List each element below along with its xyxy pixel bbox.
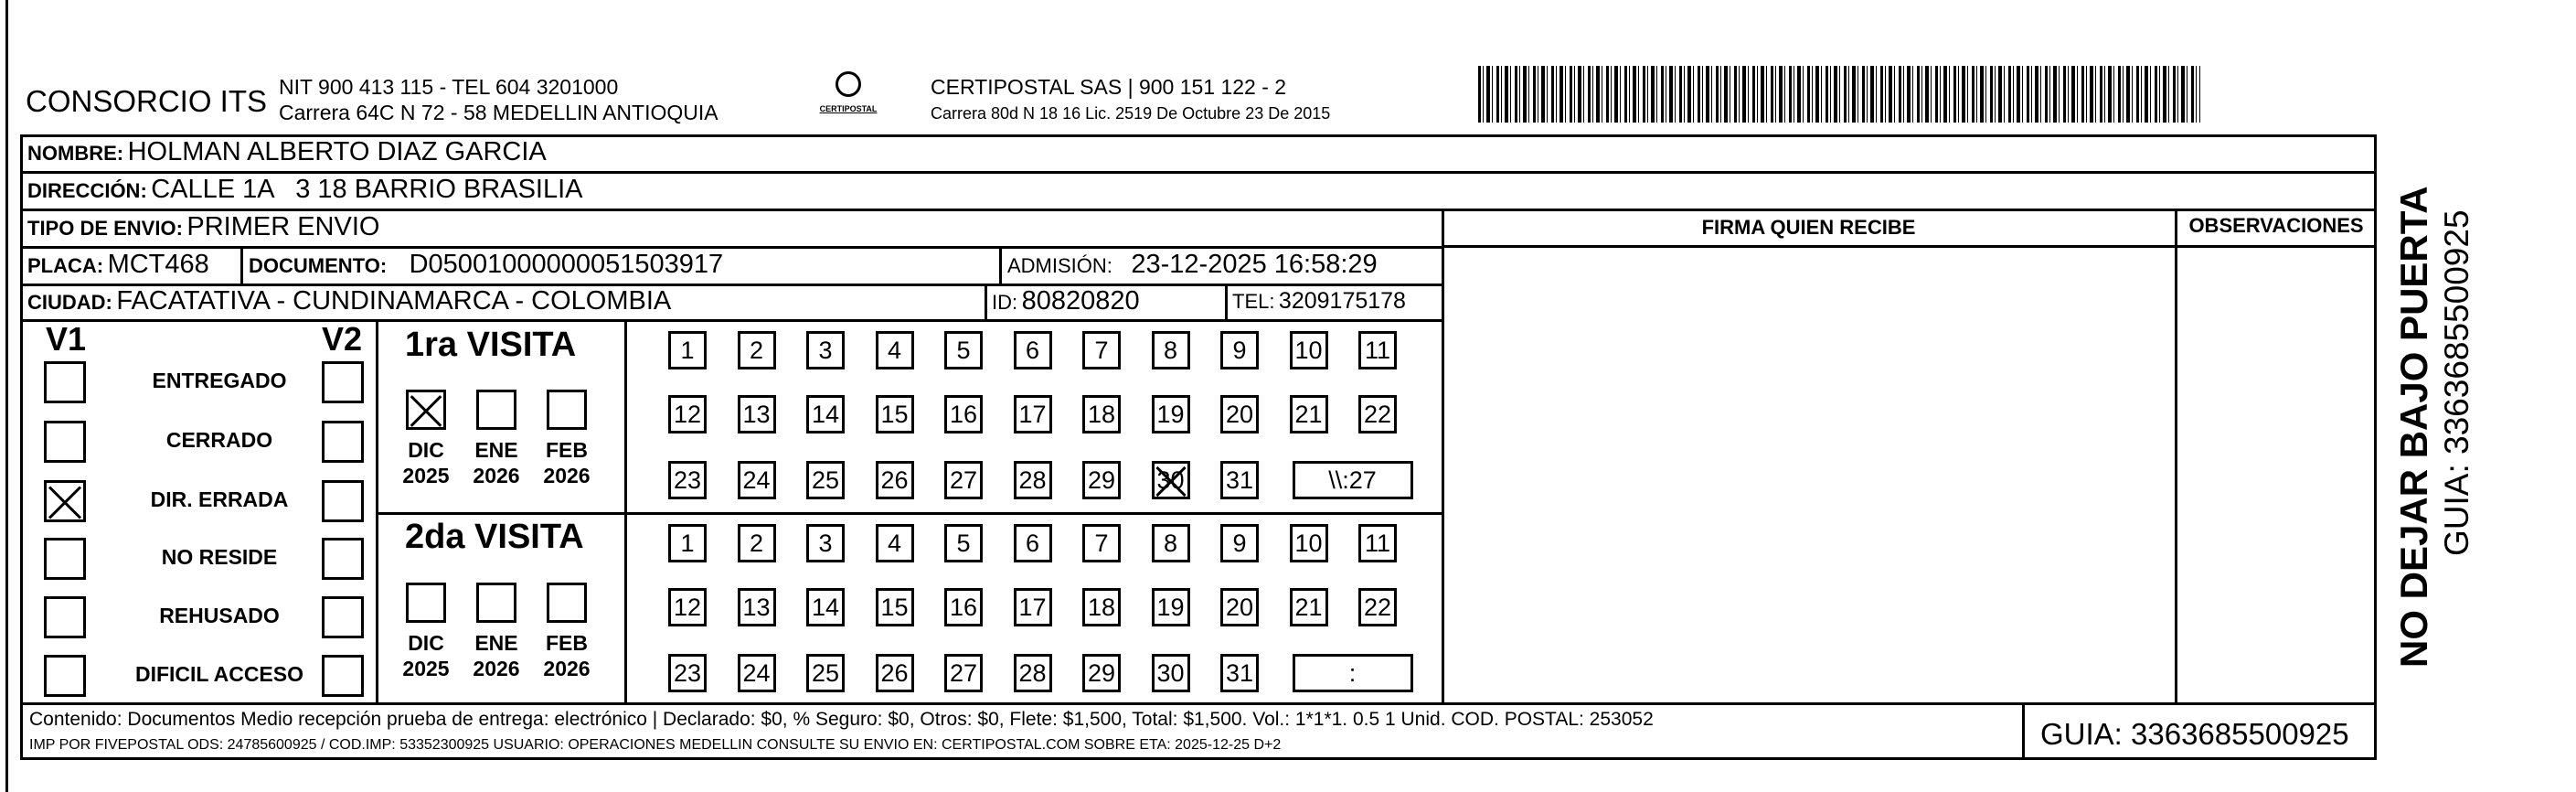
visit1-day-box[interactable]: 9: [1220, 331, 1259, 369]
visit2-day-box[interactable]: 17: [1014, 588, 1052, 626]
status-label: REHUSADO: [159, 604, 280, 627]
visit1-day-box[interactable]: 29: [1082, 461, 1121, 499]
visit1-day-box[interactable]: 14: [806, 395, 845, 433]
visit1-month-name: DIC: [408, 438, 444, 462]
ciudad-label: CIUDAD:: [27, 291, 112, 314]
visit2-day-box[interactable]: 20: [1220, 588, 1259, 626]
visit-divider: [624, 319, 627, 702]
visit1-title: 1ra VISITA: [405, 326, 577, 364]
visit2-title: 2da VISITA: [405, 518, 584, 556]
visit2-day-box[interactable]: 9: [1220, 524, 1259, 562]
certipostal-logo: [812, 71, 885, 123]
visit2-day-box[interactable]: 23: [668, 654, 707, 692]
tipo-label: TIPO DE ENVIO:: [27, 217, 183, 240]
placa-row: [27, 250, 209, 280]
placa-value: MCT468: [107, 250, 209, 279]
visit2-month-name: DIC: [408, 631, 444, 655]
direccion-label: DIRECCIÓN:: [27, 179, 147, 202]
status-label: ENTREGADO: [152, 369, 287, 392]
tel-row: [1232, 288, 1406, 315]
visit2-day-box[interactable]: 10: [1290, 524, 1328, 562]
tipo-value: PRIMER ENVIO: [186, 212, 380, 241]
visit2-month-year: 2025: [402, 657, 450, 680]
visit1-day-box[interactable]: 13: [738, 395, 776, 433]
row-line: [20, 246, 1442, 249]
visit1-day-box[interactable]: 23: [668, 461, 707, 499]
admision-value: 23-12-2025 16:58:29: [1131, 250, 1378, 279]
visit2-day-box[interactable]: 2: [738, 524, 776, 562]
visit2-day-box[interactable]: 21: [1290, 588, 1328, 626]
status-label: DIFICIL ACCESO: [134, 662, 303, 686]
documento-row: [249, 250, 723, 280]
nombre-row: [27, 137, 547, 167]
visit2-day-box[interactable]: 3: [806, 524, 845, 562]
visit1-day-box[interactable]: 6: [1014, 331, 1052, 369]
visit2-day-box[interactable]: 30: [1152, 654, 1190, 692]
visit2-day-box[interactable]: 5: [944, 524, 983, 562]
page-edge-line: [5, 0, 8, 792]
visit1-day-box[interactable]: 19: [1152, 395, 1190, 433]
visit1-day-box[interactable]: 3: [806, 331, 845, 369]
firma-area[interactable]: [1444, 249, 2173, 701]
admision-label: ADMISIÓN:: [1007, 254, 1112, 277]
visit2-day-box[interactable]: 4: [876, 524, 914, 562]
v1-header: V1: [46, 320, 87, 358]
visit2-day-box[interactable]: 6: [1014, 524, 1052, 562]
visit1-day-box[interactable]: 8: [1152, 331, 1190, 369]
side-guia: GUIA: 3363685500925: [2438, 209, 2475, 556]
tel-value: 3209175178: [1278, 288, 1406, 314]
visit1-day-box[interactable]: 21: [1290, 395, 1328, 433]
visit1-day-box[interactable]: 25: [806, 461, 845, 499]
visit2-day-box[interactable]: 13: [738, 588, 776, 626]
visit2-day-box[interactable]: 28: [1014, 654, 1052, 692]
v2-checkbox[interactable]: [322, 596, 364, 638]
visit1-day-box[interactable]: 15: [876, 395, 914, 433]
visit1-day-box[interactable]: 4: [876, 331, 914, 369]
cell-divider: [240, 247, 243, 284]
ciudad-row: [27, 286, 671, 316]
cell-divider: [985, 284, 987, 319]
barcode: [1478, 66, 2200, 123]
visit1-time-box[interactable]: \\:27: [1293, 461, 1413, 499]
row-line: [20, 171, 2377, 174]
id-value: 80820820: [1021, 286, 1140, 316]
visit1-day-box[interactable]: 20: [1220, 395, 1259, 433]
visit2-month-year: 2026: [543, 657, 591, 680]
direccion-value: CALLE 1A 3 18 BARRIO BRASILIA: [151, 175, 583, 204]
visit2-day-box[interactable]: 27: [944, 654, 983, 692]
certipostal-name: CERTIPOSTAL SAS | 900 151 122 - 2: [931, 75, 1287, 99]
footer-contenido: Contenido: Documentos Medio recepción prueba de entrega: electrónico | Declarado: $0, % Seguro: $0, Otros: $0, Flete: $1,500, Total: $1,500. Vol.: 1*1*1. 0.5 1 Unid. COD. POSTAL: 253052: [29, 709, 1654, 730]
visit2-day-box[interactable]: 15: [876, 588, 914, 626]
visit1-day-box[interactable]: 1: [668, 331, 707, 369]
visit1-month-year: 2026: [543, 464, 591, 487]
side-warning: NO DEJAR BAJO PUERTA: [2392, 186, 2435, 668]
tipo-row: [27, 212, 379, 242]
v2-checkbox[interactable]: [322, 361, 364, 403]
visit2-month-checkbox[interactable]: [476, 583, 516, 623]
visit2-day-box[interactable]: 26: [876, 654, 914, 692]
company-address: Carrera 64C N 72 - 58 MEDELLIN ANTIOQUIA: [279, 101, 719, 124]
visit-separator: [376, 512, 1442, 515]
visit2-day-box[interactable]: 14: [806, 588, 845, 626]
visit2-day-box[interactable]: 18: [1082, 588, 1121, 626]
visit2-month-checkbox[interactable]: [547, 583, 587, 623]
status-label: NO RESIDE: [161, 545, 278, 569]
cell-divider: [999, 247, 1002, 284]
visit2-day-box[interactable]: 1: [668, 524, 707, 562]
tel-label: TEL:: [1232, 290, 1275, 313]
admision-row: [1007, 250, 1378, 280]
visit1-day-box[interactable]: 16: [944, 395, 983, 433]
visit2-day-box[interactable]: 8: [1152, 524, 1190, 562]
visit2-month-name: ENE: [474, 631, 518, 655]
v1-checkbox[interactable]: [44, 538, 86, 580]
v2-header: V2: [322, 320, 363, 358]
visit2-month-checkbox[interactable]: [406, 583, 446, 623]
visit1-day-box[interactable]: 24: [738, 461, 776, 499]
visit2-day-box[interactable]: 25: [806, 654, 845, 692]
company-nit: NIT 900 413 115 - TEL 604 3201000: [279, 75, 619, 99]
ciudad-value: FACATATIVA - CUNDINAMARCA - COLOMBIA: [116, 286, 672, 316]
footer-divider: [2022, 702, 2025, 760]
status-divider: [376, 319, 378, 702]
v2-checkbox[interactable]: [322, 538, 364, 580]
visit1-day-box[interactable]: 10: [1290, 331, 1328, 369]
v1-checkbox[interactable]: [44, 361, 86, 403]
visit1-day-box[interactable]: 11: [1358, 331, 1397, 369]
visit2-day-box[interactable]: 12: [668, 588, 707, 626]
visit1-day-box[interactable]: 18: [1082, 395, 1121, 433]
company-name: CONSORCIO ITS: [26, 84, 268, 118]
logo-text: CERTIPOSTAL: [819, 104, 878, 113]
visit1-day-box[interactable]: 12: [668, 395, 707, 433]
id-row: [992, 286, 1140, 316]
visit2-month-name: FEB: [546, 631, 588, 655]
placa-label: PLACA:: [27, 254, 104, 277]
obs-area[interactable]: [2177, 249, 2375, 701]
visit1-day-box[interactable]: 2: [738, 331, 776, 369]
visit1-day-box[interactable]: 7: [1082, 331, 1121, 369]
visit1-day-box[interactable]: 5: [944, 331, 983, 369]
v1-checkbox[interactable]: [44, 421, 86, 463]
firma-underline: [1442, 245, 2377, 248]
cell-divider: [1225, 284, 1228, 319]
visit2-day-box[interactable]: 24: [738, 654, 776, 692]
visit1-month-name: ENE: [474, 438, 518, 462]
visit2-month-year: 2026: [473, 657, 520, 680]
nombre-value: HOLMAN ALBERTO DIAZ GARCIA: [127, 137, 547, 166]
nombre-label: NOMBRE:: [27, 142, 124, 165]
visit1-day-box[interactable]: 17: [1014, 395, 1052, 433]
v2-checkbox[interactable]: [322, 421, 364, 463]
documento-label: DOCUMENTO:: [249, 254, 388, 277]
visit1-month-year: 2026: [473, 464, 520, 487]
certipostal-address: Carrera 80d N 18 16 Lic. 2519 De Octubre 23 De 2015: [931, 104, 1331, 123]
visit2-day-box[interactable]: 22: [1358, 588, 1397, 626]
visit1-month-checkbox[interactable]: [406, 390, 446, 430]
footer-guia: GUIA: 3363685500925: [2040, 717, 2349, 751]
visit1-day-box[interactable]: 26: [876, 461, 914, 499]
visit2-day-box[interactable]: 7: [1082, 524, 1121, 562]
visit1-day-box[interactable]: 30: [1152, 461, 1190, 499]
visit1-day-box[interactable]: 27: [944, 461, 983, 499]
v1-checkbox[interactable]: [44, 480, 86, 522]
visit2-day-box[interactable]: 16: [944, 588, 983, 626]
visit2-time-box[interactable]: :: [1293, 654, 1413, 692]
status-label: CERRADO: [165, 428, 273, 452]
documento-value: D05001000000051503917: [409, 250, 724, 279]
visit1-month-name: FEB: [546, 438, 588, 462]
visit2-day-box[interactable]: 31: [1220, 654, 1259, 692]
row-line: [20, 209, 2377, 211]
visit2-day-box[interactable]: 29: [1082, 654, 1121, 692]
visit1-day-box[interactable]: 31: [1220, 461, 1259, 499]
v1-checkbox[interactable]: [44, 655, 86, 697]
obs-label: OBSERVACIONES: [2188, 214, 2364, 237]
direccion-row: [27, 175, 583, 205]
firma-label: FIRMA QUIEN RECIBE: [1701, 216, 1916, 239]
v2-checkbox[interactable]: [322, 655, 364, 697]
id-label: ID:: [992, 291, 1018, 314]
footer-imp: IMP POR FIVEPOSTAL ODS: 24785600925 / COD.IMP: 53352300925 USUARIO: OPERACIONES MEDELLIN CONSULTE SU ENVIO EN: CERTIPOSTAL.COM SOBRE ETA: 2025-12-25 D+2: [29, 737, 1282, 753]
visit1-month-year: 2025: [402, 464, 450, 487]
v2-checkbox[interactable]: [322, 480, 364, 522]
row-line: [20, 319, 1442, 322]
visit2-day-box[interactable]: 19: [1152, 588, 1190, 626]
visit1-month-checkbox[interactable]: [476, 390, 516, 430]
logo-icon: [836, 71, 861, 97]
status-label: DIR. ERRADA: [150, 487, 289, 511]
visit1-month-checkbox[interactable]: [547, 390, 587, 430]
v1-checkbox[interactable]: [44, 596, 86, 638]
visit1-day-box[interactable]: 28: [1014, 461, 1052, 499]
visit1-day-box[interactable]: 22: [1358, 395, 1397, 433]
visit2-day-box[interactable]: 11: [1358, 524, 1397, 562]
